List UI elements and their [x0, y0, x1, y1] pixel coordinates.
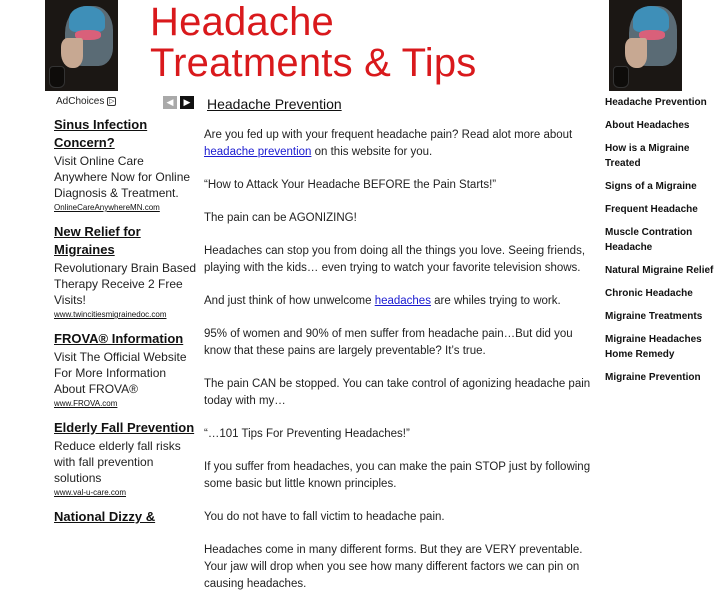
ad-item: [54, 508, 199, 526]
adchoices-link[interactable]: [56, 96, 116, 107]
ad-item: [54, 330, 199, 409]
ad-title-link[interactable]: National Dizzy &: [54, 509, 156, 524]
chevron-left-icon: ◀: [166, 97, 174, 107]
ad-title-link[interactable]: New Relief for Migraines: [54, 224, 141, 257]
ad-body: Visit The Official Website For More Information About FROVA®: [54, 350, 187, 396]
ad-url-link[interactable]: www.FROVA.com: [54, 399, 118, 408]
ad-title-link[interactable]: Elderly Fall Prevention: [54, 420, 195, 435]
nav-item-migraine-prevention[interactable]: Migraine Prevention: [605, 372, 701, 383]
site-title[interactable]: [150, 2, 600, 84]
paragraph-text: Are you fed up with your frequent headache pain? Read alot more about: [204, 129, 573, 141]
ad-list: [54, 116, 199, 536]
paragraph: Headaches can stop you from doing all the things you love. Seeing friends, playing with the kids… even trying to watch your favorite television shows.: [204, 245, 586, 274]
site-title-line1: Headache: [150, 0, 334, 44]
paragraph-text: are whiles trying to work.: [430, 295, 561, 307]
paragraph: The pain CAN be stopped. You can take control of agonizing headache pain today with my…: [204, 378, 591, 407]
paragraph: The pain can be AGONIZING!: [204, 212, 357, 224]
ad-title-link[interactable]: FROVA® Information: [54, 331, 184, 346]
ad-url-link[interactable]: www.val-u-care.com: [54, 488, 127, 497]
ad-next-button[interactable]: [180, 96, 194, 109]
site-title-line2: Treatments & Tips: [150, 41, 477, 85]
paragraph: “…101 Tips For Preventing Headaches!”: [204, 428, 410, 440]
nav-item-headache-prevention[interactable]: Headache Prevention: [605, 97, 707, 108]
ad-item: [54, 419, 199, 498]
right-nav: [605, 95, 715, 393]
paragraph-text: on this website for you.: [311, 146, 433, 158]
ad-url-link[interactable]: OnlineCareAnywhereMN.com: [54, 203, 160, 212]
nav-item-natural-migraine-relief[interactable]: Natural Migraine Relief: [605, 265, 714, 276]
page-title[interactable]: Headache Prevention: [207, 96, 342, 112]
headaches-link[interactable]: headaches: [374, 295, 431, 307]
ad-url-link[interactable]: www.twincitiesmigrainedoc.com: [54, 310, 167, 319]
header-image-right: [609, 0, 682, 91]
paragraph: 95% of women and 90% of men suffer from headache pain…But did you know that these pains are largely preventable? It’s true.: [204, 328, 573, 357]
nav-item-migraine-treated[interactable]: How is a Migraine Treated: [605, 143, 690, 169]
nav-item-chronic-headache[interactable]: Chronic Headache: [605, 288, 693, 299]
nav-item-about-headaches[interactable]: About Headaches: [605, 120, 690, 131]
ad-item: [54, 116, 199, 213]
paragraph: You do not have to fall victim to headache pain.: [204, 511, 445, 523]
ad-body: Reduce elderly fall risks with fall prevention solutions: [54, 439, 181, 485]
paragraph-text: And just think of how unwelcome: [204, 295, 375, 307]
paragraph: Headaches come in many different forms. But they are VERY preventable. Your jaw will drop when you see how many different factors we can pin on causing headaches.: [204, 544, 583, 590]
nav-item-frequent-headache[interactable]: Frequent Headache: [605, 204, 698, 215]
adchoices-icon: ▷: [109, 98, 115, 105]
paragraph: [204, 127, 598, 161]
paragraph: [204, 293, 598, 310]
nav-item-home-remedy[interactable]: Migraine Headaches Home Remedy: [605, 334, 702, 360]
ad-body: Revolutionary Brain Based Therapy Receive 2 Free Visits!: [54, 261, 197, 307]
paragraph: “How to Attack Your Headache BEFORE the Pain Starts!”: [204, 179, 497, 191]
headache-prevention-link[interactable]: headache prevention: [204, 146, 312, 158]
adchoices-label: AdChoices: [56, 96, 105, 107]
header-image-left: [45, 0, 118, 91]
ad-title-link[interactable]: Sinus Infection Concern?: [54, 117, 148, 150]
paragraph: If you suffer from headaches, you can make the pain STOP just by following some basic but little known principles.: [204, 461, 591, 490]
nav-item-signs-of-migraine[interactable]: Signs of a Migraine: [605, 181, 697, 192]
chevron-right-icon: ▶: [183, 97, 191, 107]
ad-prev-button[interactable]: [163, 96, 177, 109]
ad-body: Visit Online Care Anywhere Now for Online Diagnosis & Treatment.: [54, 154, 191, 200]
nav-item-muscle-contraction[interactable]: Muscle Contration Headache: [605, 227, 693, 253]
ad-item: [54, 223, 199, 320]
nav-item-migraine-treatments[interactable]: Migraine Treatments: [605, 311, 703, 322]
main-content: [204, 94, 598, 609]
